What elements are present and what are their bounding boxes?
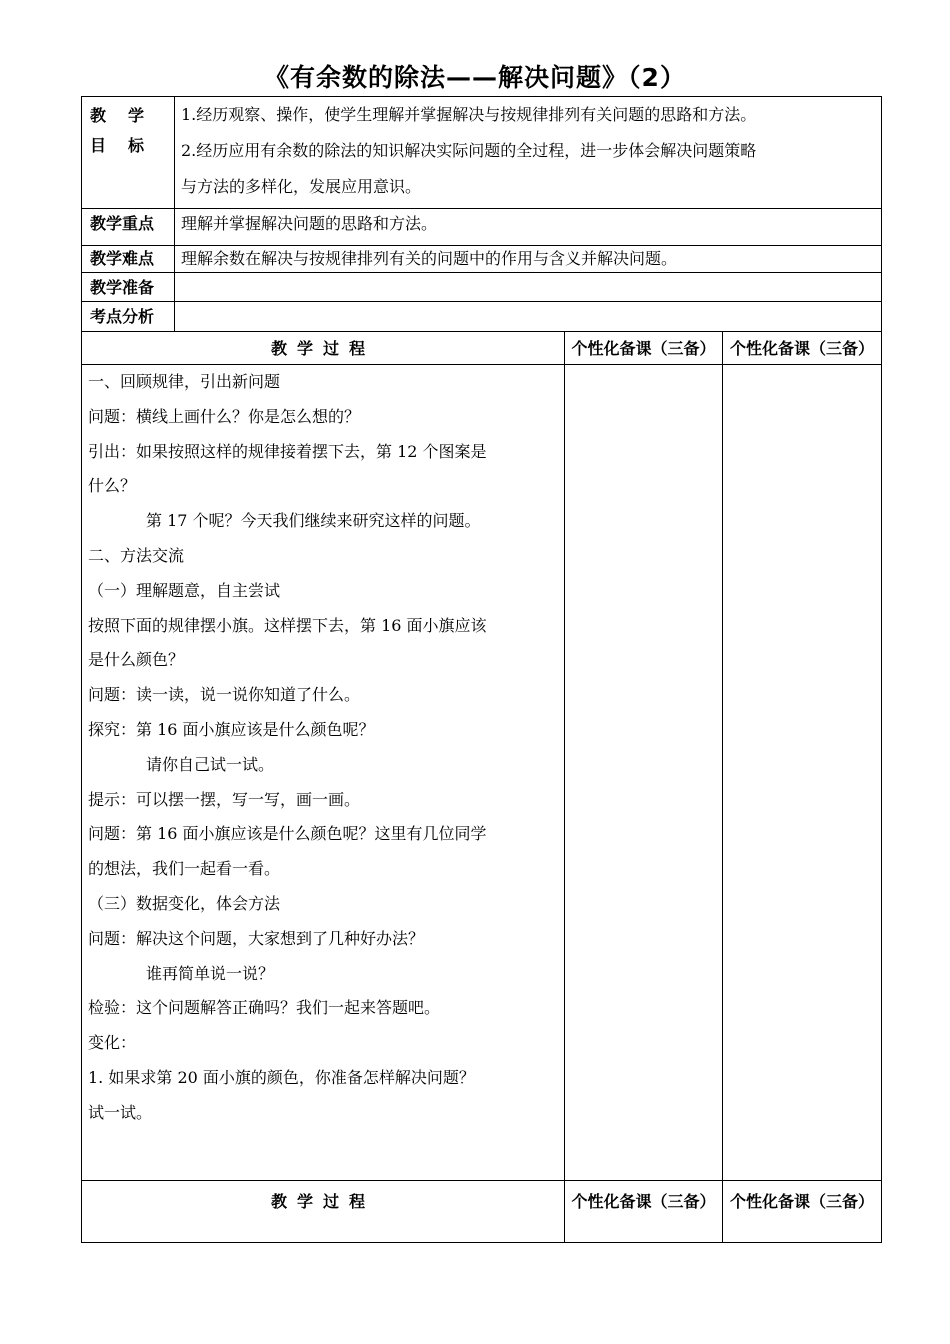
process-line: 变化： xyxy=(88,1033,137,1053)
personal-prep-header-2: 个性化备课（三备） xyxy=(723,332,882,365)
preparation-text xyxy=(175,273,882,302)
exam-analysis-row xyxy=(82,302,882,332)
process-line: 的想法，我们一起看一看。 xyxy=(88,859,281,879)
difficulty-label: 教学难点 xyxy=(82,246,175,273)
personal-prep-header-1: 个性化备课（三备） xyxy=(565,332,723,365)
exam-analysis-text xyxy=(175,302,882,332)
process-line: 问题：第 16 面小旗应该是什么颜色呢？这里有几位同学 xyxy=(88,824,487,844)
process-line: 第 17 个呢？今天我们继续来研究这样的问题。 xyxy=(146,511,481,531)
difficulty-row xyxy=(82,246,882,273)
process-header-2: 教学过程 xyxy=(82,1181,565,1243)
key-point-text: 理解并掌握解决问题的思路和方法。 xyxy=(175,209,882,246)
process-content xyxy=(82,365,565,1181)
process-header-row-2 xyxy=(82,1181,882,1243)
lesson-plan-table xyxy=(81,96,882,1243)
key-point-label: 教学重点 xyxy=(82,209,175,246)
personal-prep-header-4: 个性化备课（三备） xyxy=(723,1181,882,1243)
personal-prep-cell-1 xyxy=(565,365,723,1181)
goals-label xyxy=(82,97,175,209)
goals-row xyxy=(82,97,882,209)
process-content-row xyxy=(82,365,882,1181)
goal-line: 1.经历观察、操作，使学生理解并掌握解决与按规律排列有关问题的思路和方法。 xyxy=(181,105,757,124)
process-line: 检验：这个问题解答正确吗？我们一起来答题吧。 xyxy=(88,998,441,1018)
process-header-row xyxy=(82,332,882,365)
process-line: 试一试。 xyxy=(88,1102,153,1122)
goals-text xyxy=(175,97,882,209)
process-line: 提示：可以摆一摆，写一写，画一画。 xyxy=(88,789,361,809)
difficulty-text: 理解余数在解决与按规律排列有关的问题中的作用与含义并解决问题。 xyxy=(175,246,882,273)
process-line: 什么？ xyxy=(88,476,137,496)
process-line: 一、回顾规律，引出新问题 xyxy=(88,372,281,391)
process-line: 探究：第 16 面小旗应该是什么颜色呢？ xyxy=(88,719,375,739)
goals-label-line-1: 教学 xyxy=(90,106,167,125)
process-line: 问题：横线上画什么？你是怎么想的？ xyxy=(88,406,361,426)
key-point-row xyxy=(82,209,882,246)
goal-line: 2.经历应用有余数的除法的知识解决实际问题的全过程，进一步体会解决问题策略 xyxy=(181,141,757,160)
process-line: 1. 如果求第 20 面小旗的颜色，你准备怎样解决问题？ xyxy=(88,1067,475,1087)
process-line: 问题：读一读，说一说你知道了什么。 xyxy=(88,685,361,705)
process-line: 问题：解决这个问题，大家想到了几种好办法？ xyxy=(88,928,425,948)
exam-analysis-label: 考点分析 xyxy=(82,302,175,332)
document-title: 《有余数的除法——解决问题》（2） xyxy=(264,63,686,92)
goal-line: 与方法的多样化，发展应用意识。 xyxy=(181,177,422,196)
process-line: （一）理解题意，自主尝试 xyxy=(88,580,281,600)
process-line: 是什么颜色？ xyxy=(88,650,185,670)
process-header: 教学过程 xyxy=(82,332,565,365)
process-line: 请你自己试一试。 xyxy=(146,754,275,774)
process-line: 二、方法交流 xyxy=(88,545,185,565)
process-line: （三）数据变化，体会方法 xyxy=(88,893,281,913)
personal-prep-header-3: 个性化备课（三备） xyxy=(565,1181,723,1243)
goals-label-line-2: 目标 xyxy=(90,136,167,155)
process-line: 谁再简单说一说？ xyxy=(146,963,275,983)
preparation-label: 教学准备 xyxy=(82,273,175,302)
personal-prep-cell-2 xyxy=(723,365,882,1181)
process-line: 引出：如果按照这样的规律接着摆下去，第 12 个图案是 xyxy=(88,441,487,461)
process-line: 按照下面的规律摆小旗。这样摆下去，第 16 面小旗应该 xyxy=(88,615,487,635)
preparation-row xyxy=(82,273,882,302)
